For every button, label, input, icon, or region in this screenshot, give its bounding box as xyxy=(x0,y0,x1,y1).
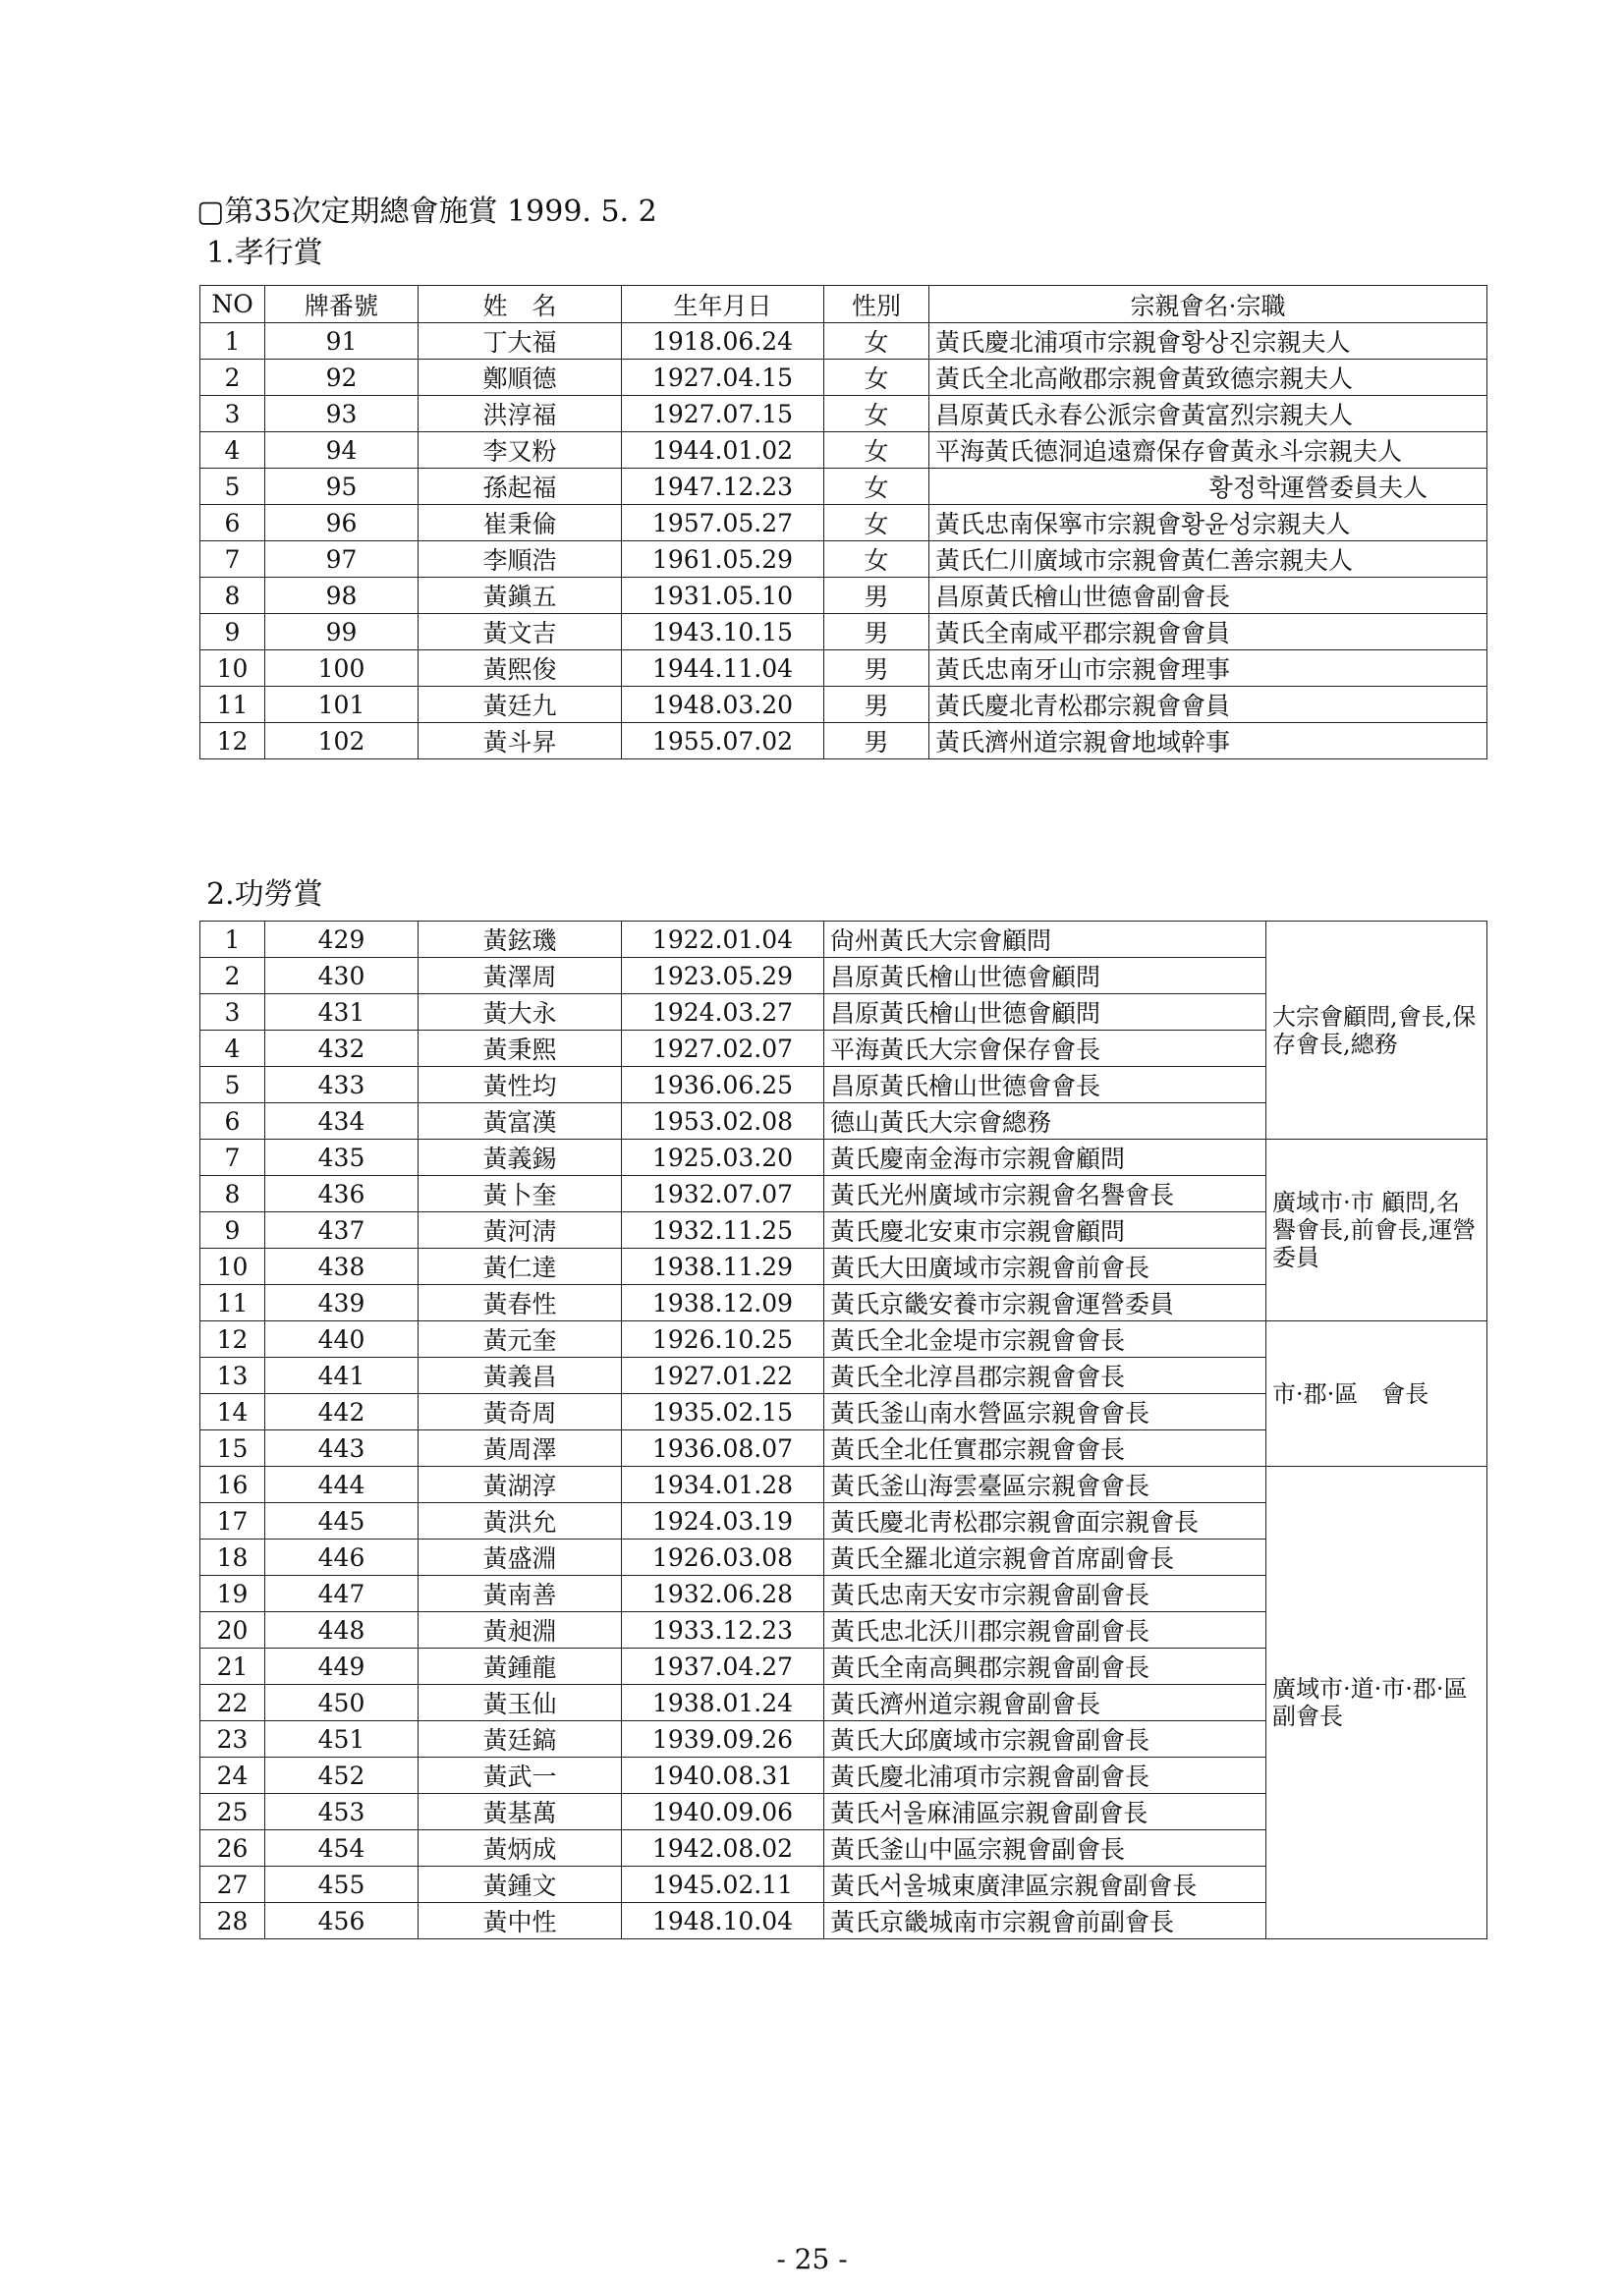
row-name: 黃文吉 xyxy=(419,614,622,650)
row-no: 4 xyxy=(200,1031,265,1067)
row-plate-number: 443 xyxy=(265,1430,419,1467)
row-clan-association: 黃氏全北任實郡宗親會會長 xyxy=(824,1430,1266,1467)
row-birth-date: 1938.01.24 xyxy=(622,1685,824,1721)
row-plate-number: 96 xyxy=(265,505,419,541)
row-birth-date: 1931.05.10 xyxy=(622,578,824,614)
table-row xyxy=(200,505,1487,541)
row-name: 黃熙俊 xyxy=(419,650,622,687)
row-birth-date: 1939.09.26 xyxy=(622,1721,824,1758)
row-plate-number: 91 xyxy=(265,323,419,360)
row-no: 22 xyxy=(200,1685,265,1721)
row-no: 6 xyxy=(200,1103,265,1140)
row-clan-association: 黃氏慶南金海市宗親會顧問 xyxy=(824,1140,1266,1176)
row-no: 14 xyxy=(200,1394,265,1430)
row-plate-number: 97 xyxy=(265,541,419,578)
row-name: 丁大福 xyxy=(419,323,622,360)
row-plate-number: 437 xyxy=(265,1212,419,1249)
row-name: 黃河淸 xyxy=(419,1212,622,1249)
row-name: 黃秉熙 xyxy=(419,1031,622,1067)
row-clan-association: 昌原黃氏檜山世德會顧問 xyxy=(824,958,1266,994)
row-no: 16 xyxy=(200,1467,265,1503)
row-no: 4 xyxy=(200,432,265,469)
row-clan-association: 黃氏釜山海雲臺區宗親會會長 xyxy=(824,1467,1266,1503)
table-row xyxy=(200,360,1487,396)
row-no: 18 xyxy=(200,1540,265,1576)
header-sex: 性別 xyxy=(824,286,929,323)
row-birth-date: 1955.07.02 xyxy=(622,723,824,759)
row-no: 7 xyxy=(200,1140,265,1176)
row-plate-number: 452 xyxy=(265,1758,419,1794)
row-no: 24 xyxy=(200,1758,265,1794)
row-plate-number: 431 xyxy=(265,994,419,1031)
row-plate-number: 455 xyxy=(265,1867,419,1903)
row-no: 27 xyxy=(200,1867,265,1903)
row-birth-date: 1918.06.24 xyxy=(622,323,824,360)
row-birth-date: 1936.06.25 xyxy=(622,1067,824,1103)
row-birth-date: 1953.02.08 xyxy=(622,1103,824,1140)
row-plate-number: 95 xyxy=(265,469,419,505)
row-no: 2 xyxy=(200,360,265,396)
row-no: 9 xyxy=(200,1212,265,1249)
row-name: 黃義錫 xyxy=(419,1140,622,1176)
row-sex: 女 xyxy=(824,541,929,578)
row-name: 李又粉 xyxy=(419,432,622,469)
row-name: 黃中性 xyxy=(419,1903,622,1939)
row-clan-association: 昌原黃氏檜山世德會副會長 xyxy=(929,578,1487,614)
row-no: 12 xyxy=(200,723,265,759)
row-name: 黃洪允 xyxy=(419,1503,622,1540)
header-no: NO xyxy=(200,286,265,323)
row-birth-date: 1957.05.27 xyxy=(622,505,824,541)
row-clan-association: 黃氏忠北沃川郡宗親會副會長 xyxy=(824,1612,1266,1649)
row-plate-number: 429 xyxy=(265,922,419,958)
row-plate-number: 454 xyxy=(265,1830,419,1867)
row-clan-association: 황정학運營委員夫人 xyxy=(929,469,1487,505)
row-birth-date: 1944.11.04 xyxy=(622,650,824,687)
row-no: 11 xyxy=(200,687,265,723)
row-birth-date: 1937.04.27 xyxy=(622,1649,824,1685)
row-sex: 女 xyxy=(824,396,929,432)
row-plate-number: 432 xyxy=(265,1031,419,1067)
row-sex: 男 xyxy=(824,687,929,723)
row-name: 鄭順德 xyxy=(419,360,622,396)
table-row xyxy=(200,922,1487,958)
row-plate-number: 453 xyxy=(265,1794,419,1830)
category-group-cell: 廣域市·市 顧問,名譽會長,前會長,運營委員 xyxy=(1266,1140,1487,1321)
row-plate-number: 92 xyxy=(265,360,419,396)
table-row xyxy=(200,687,1487,723)
row-no: 23 xyxy=(200,1721,265,1758)
row-name: 黃鍾文 xyxy=(419,1867,622,1903)
row-clan-association: 昌原黃氏檜山世德會會長 xyxy=(824,1067,1266,1103)
row-clan-association: 黃氏京畿城南市宗親會前副會長 xyxy=(824,1903,1266,1939)
row-name: 李順浩 xyxy=(419,541,622,578)
row-birth-date: 1948.03.20 xyxy=(622,687,824,723)
row-no: 5 xyxy=(200,469,265,505)
row-birth-date: 1927.01.22 xyxy=(622,1358,824,1394)
table-row xyxy=(200,1321,1487,1358)
row-clan-association: 黃氏濟州道宗親會副會長 xyxy=(824,1685,1266,1721)
row-no: 8 xyxy=(200,578,265,614)
row-name: 黃仁達 xyxy=(419,1249,622,1285)
row-no: 2 xyxy=(200,958,265,994)
row-clan-association: 德山黃氏大宗會總務 xyxy=(824,1103,1266,1140)
row-no: 11 xyxy=(200,1285,265,1321)
row-name: 黃炳成 xyxy=(419,1830,622,1867)
page-heading: ▢第35次定期總會施賞 1999. 5. 2 xyxy=(196,195,657,229)
row-clan-association: 黃氏釜山中區宗親會副會長 xyxy=(824,1830,1266,1867)
row-no: 17 xyxy=(200,1503,265,1540)
table-row xyxy=(200,323,1487,360)
row-sex: 女 xyxy=(824,469,929,505)
row-plate-number: 442 xyxy=(265,1394,419,1430)
row-plate-number: 445 xyxy=(265,1503,419,1540)
row-name: 洪淳福 xyxy=(419,396,622,432)
row-sex: 女 xyxy=(824,323,929,360)
row-plate-number: 446 xyxy=(265,1540,419,1576)
row-plate-number: 434 xyxy=(265,1103,419,1140)
header-plate-number: 牌番號 xyxy=(265,286,419,323)
header-name: 姓 名 xyxy=(419,286,622,323)
row-clan-association: 尙州黃氏大宗會顧問 xyxy=(824,922,1266,958)
category-group-cell: 市·郡·區 會長 xyxy=(1266,1321,1487,1467)
row-plate-number: 456 xyxy=(265,1903,419,1939)
row-no: 5 xyxy=(200,1067,265,1103)
row-name: 黃廷鎬 xyxy=(419,1721,622,1758)
section-title-merit: 2.功勞賞 xyxy=(206,877,323,912)
row-clan-association: 平海黃氏大宗會保存會長 xyxy=(824,1031,1266,1067)
row-plate-number: 101 xyxy=(265,687,419,723)
row-no: 12 xyxy=(200,1321,265,1358)
header-birth-date: 生年月日 xyxy=(622,286,824,323)
row-name: 黃鍾龍 xyxy=(419,1649,622,1685)
row-no: 19 xyxy=(200,1576,265,1612)
row-sex: 男 xyxy=(824,614,929,650)
row-birth-date: 1940.09.06 xyxy=(622,1794,824,1830)
row-name: 黃性均 xyxy=(419,1067,622,1103)
row-name: 黃周澤 xyxy=(419,1430,622,1467)
row-no: 21 xyxy=(200,1649,265,1685)
table-row xyxy=(200,396,1487,432)
row-clan-association: 黃氏慶北浦項市宗親會황상진宗親夫人 xyxy=(929,323,1487,360)
row-clan-association: 黃氏京畿安養市宗親會運營委員 xyxy=(824,1285,1266,1321)
row-name: 黃南善 xyxy=(419,1576,622,1612)
row-plate-number: 102 xyxy=(265,723,419,759)
category-group-cell: 大宗會顧問,會長,保存會長,總務 xyxy=(1266,922,1487,1140)
row-name: 黃大永 xyxy=(419,994,622,1031)
row-clan-association: 黃氏서울麻浦區宗親會副會長 xyxy=(824,1794,1266,1830)
row-name: 黃義昌 xyxy=(419,1358,622,1394)
row-clan-association: 黃氏濟州道宗親會地域幹事 xyxy=(929,723,1487,759)
row-no: 1 xyxy=(200,323,265,360)
row-sex: 男 xyxy=(824,650,929,687)
row-clan-association: 平海黃氏德洞追遠齋保存會黃永斗宗親夫人 xyxy=(929,432,1487,469)
row-name: 黃武一 xyxy=(419,1758,622,1794)
row-clan-association: 黃氏全北金堤市宗親會會長 xyxy=(824,1321,1266,1358)
row-name: 黃澤周 xyxy=(419,958,622,994)
row-birth-date: 1944.01.02 xyxy=(622,432,824,469)
row-birth-date: 1932.07.07 xyxy=(622,1176,824,1212)
row-birth-date: 1961.05.29 xyxy=(622,541,824,578)
row-clan-association: 黃氏慶北青松郡宗親會會員 xyxy=(929,687,1487,723)
row-birth-date: 1927.07.15 xyxy=(622,396,824,432)
row-name: 黃玉仙 xyxy=(419,1685,622,1721)
row-clan-association: 黃氏釜山南水營區宗親會會長 xyxy=(824,1394,1266,1430)
row-clan-association: 黃氏大田廣域市宗親會前會長 xyxy=(824,1249,1266,1285)
row-plate-number: 447 xyxy=(265,1576,419,1612)
row-clan-association: 黃氏忠南牙山市宗親會理事 xyxy=(929,650,1487,687)
row-sex: 男 xyxy=(824,578,929,614)
row-birth-date: 1926.03.08 xyxy=(622,1540,824,1576)
row-birth-date: 1926.10.25 xyxy=(622,1321,824,1358)
row-no: 13 xyxy=(200,1358,265,1394)
table-row xyxy=(200,432,1487,469)
row-plate-number: 436 xyxy=(265,1176,419,1212)
row-no: 1 xyxy=(200,922,265,958)
row-plate-number: 444 xyxy=(265,1467,419,1503)
row-no: 10 xyxy=(200,650,265,687)
row-birth-date: 1923.05.29 xyxy=(622,958,824,994)
row-birth-date: 1945.02.11 xyxy=(622,1867,824,1903)
row-sex: 女 xyxy=(824,432,929,469)
table-row xyxy=(200,650,1487,687)
row-birth-date: 1932.06.28 xyxy=(622,1576,824,1612)
row-birth-date: 1948.10.04 xyxy=(622,1903,824,1939)
row-clan-association: 黃氏仁川廣域市宗親會黃仁善宗親夫人 xyxy=(929,541,1487,578)
row-sex: 男 xyxy=(824,723,929,759)
row-birth-date: 1932.11.25 xyxy=(622,1212,824,1249)
row-clan-association: 黃氏慶北安東市宗親會顧問 xyxy=(824,1212,1266,1249)
row-plate-number: 98 xyxy=(265,578,419,614)
row-clan-association: 黃氏全北淳昌郡宗親會會長 xyxy=(824,1358,1266,1394)
row-plate-number: 93 xyxy=(265,396,419,432)
row-birth-date: 1924.03.19 xyxy=(622,1503,824,1540)
row-name: 孫起福 xyxy=(419,469,622,505)
row-plate-number: 451 xyxy=(265,1721,419,1758)
row-no: 20 xyxy=(200,1612,265,1649)
row-name: 黃富漢 xyxy=(419,1103,622,1140)
row-no: 7 xyxy=(200,541,265,578)
row-plate-number: 438 xyxy=(265,1249,419,1285)
page-number: - 25 - xyxy=(776,2243,848,2275)
merit-award-table xyxy=(199,921,1487,1939)
row-no: 8 xyxy=(200,1176,265,1212)
row-clan-association: 黃氏全南高興郡宗親會副會長 xyxy=(824,1649,1266,1685)
table-row xyxy=(200,1140,1487,1176)
row-plate-number: 430 xyxy=(265,958,419,994)
row-name: 黃湖淳 xyxy=(419,1467,622,1503)
row-plate-number: 439 xyxy=(265,1285,419,1321)
row-clan-association: 黃氏光州廣域市宗親會名譽會長 xyxy=(824,1176,1266,1212)
table-row xyxy=(200,1467,1487,1503)
row-birth-date: 1947.12.23 xyxy=(622,469,824,505)
row-birth-date: 1927.02.07 xyxy=(622,1031,824,1067)
row-plate-number: 448 xyxy=(265,1612,419,1649)
row-birth-date: 1934.01.28 xyxy=(622,1467,824,1503)
row-birth-date: 1938.12.09 xyxy=(622,1285,824,1321)
row-no: 3 xyxy=(200,396,265,432)
row-name: 黃卜奎 xyxy=(419,1176,622,1212)
row-clan-association: 黃氏慶北靑松郡宗親會面宗親會長 xyxy=(824,1503,1266,1540)
row-name: 黃基萬 xyxy=(419,1794,622,1830)
row-plate-number: 99 xyxy=(265,614,419,650)
row-no: 9 xyxy=(200,614,265,650)
row-no: 10 xyxy=(200,1249,265,1285)
filial-piety-award-table xyxy=(199,285,1487,759)
row-birth-date: 1938.11.29 xyxy=(622,1249,824,1285)
row-birth-date: 1927.04.15 xyxy=(622,360,824,396)
row-plate-number: 440 xyxy=(265,1321,419,1358)
row-clan-association: 黃氏忠南保寧市宗親會황윤성宗親夫人 xyxy=(929,505,1487,541)
row-birth-date: 1935.02.15 xyxy=(622,1394,824,1430)
row-no: 26 xyxy=(200,1830,265,1867)
row-clan-association: 昌原黃氏檜山世德會顧問 xyxy=(824,994,1266,1031)
row-birth-date: 1924.03.27 xyxy=(622,994,824,1031)
row-name: 黃元奎 xyxy=(419,1321,622,1358)
row-clan-association: 黃氏慶北浦項市宗親會副會長 xyxy=(824,1758,1266,1794)
row-no: 15 xyxy=(200,1430,265,1467)
row-clan-association: 黃氏서울城東廣津區宗親會副會長 xyxy=(824,1867,1266,1903)
row-plate-number: 94 xyxy=(265,432,419,469)
row-birth-date: 1943.10.15 xyxy=(622,614,824,650)
row-plate-number: 433 xyxy=(265,1067,419,1103)
row-plate-number: 450 xyxy=(265,1685,419,1721)
row-no: 6 xyxy=(200,505,265,541)
row-name: 黃鎭五 xyxy=(419,578,622,614)
row-birth-date: 1925.03.20 xyxy=(622,1140,824,1176)
row-sex: 女 xyxy=(824,505,929,541)
row-plate-number: 441 xyxy=(265,1358,419,1394)
header-clan-association: 宗親會名·宗職 xyxy=(929,286,1487,323)
category-group-cell: 廣域市·道·市·郡·區 副會長 xyxy=(1266,1467,1487,1939)
row-sex: 女 xyxy=(824,360,929,396)
row-clan-association: 黃氏全南咸平郡宗親會會員 xyxy=(929,614,1487,650)
table-row xyxy=(200,614,1487,650)
table-row xyxy=(200,541,1487,578)
row-plate-number: 435 xyxy=(265,1140,419,1176)
row-no: 3 xyxy=(200,994,265,1031)
row-no: 25 xyxy=(200,1794,265,1830)
row-name: 黃盛淵 xyxy=(419,1540,622,1576)
row-name: 黃斗昇 xyxy=(419,723,622,759)
row-clan-association: 黃氏全北高敞郡宗親會黃致德宗親夫人 xyxy=(929,360,1487,396)
row-birth-date: 1942.08.02 xyxy=(622,1830,824,1867)
row-clan-association: 黃氏全羅北道宗親會首席副會長 xyxy=(824,1540,1266,1576)
row-name: 黃廷九 xyxy=(419,687,622,723)
row-no: 28 xyxy=(200,1903,265,1939)
section-title-filial-piety: 1.孝行賞 xyxy=(206,236,323,270)
row-name: 崔秉倫 xyxy=(419,505,622,541)
row-birth-date: 1936.08.07 xyxy=(622,1430,824,1467)
row-clan-association: 昌原黃氏永春公派宗會黃富烈宗親夫人 xyxy=(929,396,1487,432)
row-name: 黃奇周 xyxy=(419,1394,622,1430)
table-row xyxy=(200,469,1487,505)
row-clan-association: 黃氏大邱廣域市宗親會副會長 xyxy=(824,1721,1266,1758)
row-clan-association: 黃氏忠南天安市宗親會副會長 xyxy=(824,1576,1266,1612)
table-row xyxy=(200,578,1487,614)
row-birth-date: 1933.12.23 xyxy=(622,1612,824,1649)
row-name: 黃昶淵 xyxy=(419,1612,622,1649)
table-header-row xyxy=(200,286,1487,323)
row-plate-number: 449 xyxy=(265,1649,419,1685)
row-plate-number: 100 xyxy=(265,650,419,687)
table-row xyxy=(200,723,1487,759)
row-birth-date: 1922.01.04 xyxy=(622,922,824,958)
row-name: 黃鉉璣 xyxy=(419,922,622,958)
row-name: 黃春性 xyxy=(419,1285,622,1321)
row-birth-date: 1940.08.31 xyxy=(622,1758,824,1794)
